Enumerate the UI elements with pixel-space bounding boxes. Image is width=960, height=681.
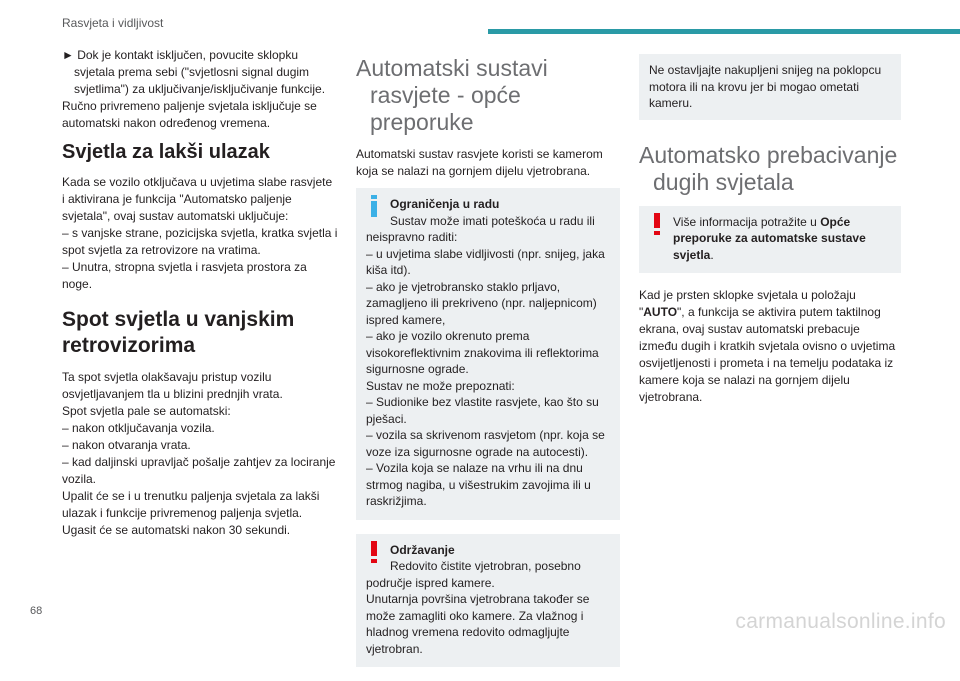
note-box-snow [639, 54, 901, 120]
auto-mode-label: AUTO [643, 305, 678, 319]
warning-icon [651, 213, 663, 235]
mirror-spot-paragraph: Ta spot svjetla olakšavaju pristup vozilu osvjetljavanjem tla u blizini prednjih vrata. [62, 370, 283, 401]
column-middle [356, 47, 620, 681]
mirror-spot-paragraph: Ugasit će se automatski nakon 30 sekundi. [62, 523, 291, 537]
heading-mirror-spotlights: Spot svjetla u vanjskim retrovizorima [62, 308, 295, 357]
heading-auto-lighting: Automatski sustavi rasvjete - opće preporuke [356, 55, 548, 135]
auto-lighting-paragraph: Automatski sustav rasvjete koristi se kamerom koja se nalazi na gornjem dijelu vjetrobrana. [356, 147, 603, 178]
entry-lights-item: – s vanjske strane, pozicijska svjetla, kratka svjetla i spot svjetla za retrovizore na vratima. [62, 226, 338, 257]
warning-box-first-line: Redovito čistite vjetrobran, posebno [390, 559, 581, 573]
see-also-text [649, 214, 891, 264]
auto-paragraph-prefix: Kad je prsten sklopke svjetala u položaju " [639, 288, 856, 319]
entry-lights-paragraph: Kada se vozilo otključava u uvjetima slabe rasvjete i aktivirana je funkcija "Automatsko paljenje svjetala", ovaj sustav automatski uključuje: [62, 175, 333, 223]
mirror-spot-item: – kad daljinski upravljač pošalje zahtjev za lociranje vozila. [62, 455, 336, 486]
column-left [62, 47, 338, 547]
entry-lights-item: – Unutra, stropna svjetla i rasvjeta prostora za noge. [62, 260, 307, 291]
auto-high-beam-paragraph [639, 287, 901, 406]
see-also-suffix: . [710, 247, 714, 262]
intro-paragraph-2: Ručno privremeno paljenje svjetala isključuje se automatski nakon određenog vremena. [62, 99, 317, 130]
warning-box-body: područje ispred kamere. Unutarnja površina vjetrobrana također se može zamagliti oko kamere. Za vlažnog i hladnog vremena redovito odmagljujte vjetrobran. [366, 575, 590, 656]
header-accent-bar [488, 29, 960, 34]
page-header-title: Rasvjeta i vidljivost [62, 16, 164, 30]
see-also-prefix: Više informacija potražite u [673, 214, 821, 229]
heading-entry-lights: Svjetla za lakši ulazak [62, 141, 270, 163]
mirror-spot-item: – nakon otvaranja vrata. [62, 438, 191, 452]
column-right [639, 47, 901, 414]
see-also-reference: Opće preporuke za automatske sustave svjetla [673, 214, 866, 262]
warning-box-title: Održavanje [390, 542, 455, 557]
info-box-first-line: Sustav može imati poteškoća u radu ili [390, 213, 595, 228]
note-box-text: Ne ostavljajte nakupljeni snijeg na poklopcu motora ili na krovu jer bi mogao ometati kameru. [649, 63, 882, 110]
warning-box-see-also [639, 206, 901, 274]
auto-paragraph-suffix: ", a funkcija se aktivira putem taktilnog ekrana, ovaj sustav automatski prebacuje između dugih i kratkih svjetala ovisno o uvjetima osvijetljenosti i prometa i na temelju podataka iz kamere koja se nalazi na gornjem dijelu vjetrobrana. [639, 305, 896, 404]
intro-paragraph: ► Dok je kontakt isključen, povucite sklopku svjetala prema sebi ("svjetlosni signal dugim svjetlima") za uključivanje/isključivanje funkcije. [62, 48, 326, 96]
info-box-body: neispravno raditi: – u uvjetima slabe vidljivosti (npr. snijeg, jaka kiša itd). – ako je vjetrobransko staklo prljavo, zamagljeno ili prekriveno (npr. naljepnicom) ispred kamere, – ako je vozilo okrenuto prema visokoreflektivnim znakovima ili reflektorima sigurnosne ograde. Sustav ne može prepoznati: – Sudionike bez vlastite rasvjete, kao što su pješaci. – vozila sa skrivenom rasvjetom (npr. koja se voze iza sigurnosne ograde na autocesti). – Vozila koja se nalaze na vrhu ili na dnu strmog nagiba, u višestrukim zavojima ili u raskrižjima. [366, 230, 605, 508]
info-icon [368, 195, 380, 217]
warning-box-maintenance [356, 534, 620, 668]
mirror-spot-paragraph: Spot svjetla pale se automatski: [62, 404, 231, 418]
info-box-limitations [356, 188, 620, 520]
warning-icon [368, 541, 380, 563]
page-number: 68 [30, 605, 43, 617]
watermark-text: carmanualsonline.info [735, 610, 946, 633]
info-box-title: Ograničenja u radu [390, 197, 500, 211]
heading-auto-high-beam: Automatsko prebacivanje dugih svjetala [639, 141, 898, 195]
mirror-spot-paragraph: Upalit će se i u trenutku paljenja svjetala za lakši ulazak i funkcije privremenog paljenja svjetla. [62, 489, 320, 520]
mirror-spot-item: – nakon otključavanja vozila. [62, 421, 215, 435]
